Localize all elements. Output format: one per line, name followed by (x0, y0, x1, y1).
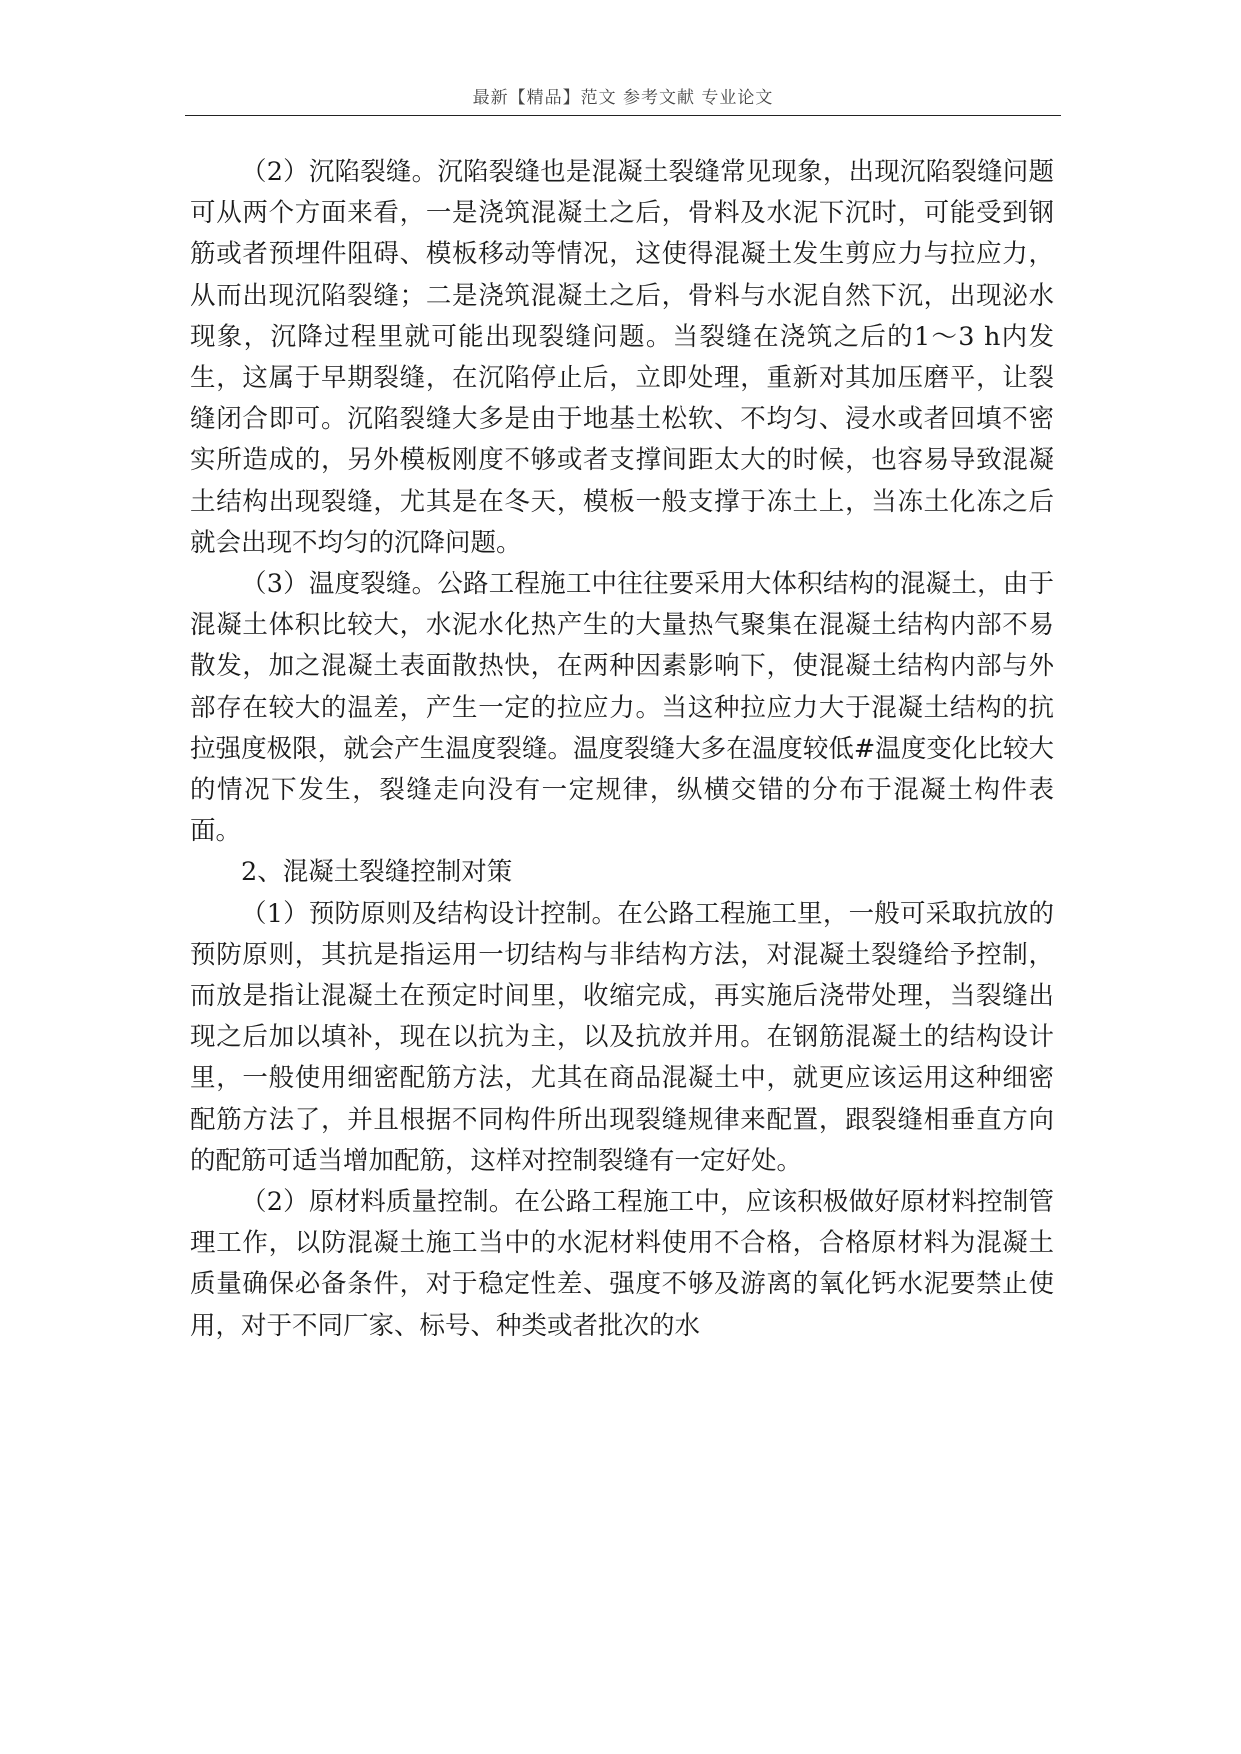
section-heading-crack-control: 2、混凝土裂缝控制对策 (241, 857, 513, 888)
header-divider (185, 115, 1061, 116)
document-body (190, 152, 1054, 1347)
paragraph-temperature-cracks: （3）温度裂缝。公路工程施工中往往要采用大体积结构的混凝土，由于混凝土体积比较大，水泥水化热产生的大量热气聚集在混凝土结构内部不易散发，加之混凝土表面散热快，在两种因素影响下，使混凝土结构内部与外部存在较大的温差，产生一定的拉应力。当这种拉应力大于混凝土结构的抗拉强度极限，就会产生温度裂缝。温度裂缝大多在温度较低#温度变化比较大的情况下发生，裂缝走向没有一定规律，纵横交错的分布于混凝土构件表面。 (190, 569, 1054, 847)
paragraph-prevention-design: （1）预防原则及结构设计控制。在公路工程施工里，一般可采取抗放的预防原则，其抗是指运用一切结构与非结构方法，对混凝土裂缝给予控制，而放是指让混凝土在预定时间里，收缩完成，再实施后浇带处理，当裂缝出现之后加以填补，现在以抗为主，以及抗放并用。在钢筋混凝土的结构设计里，一般使用细密配筋方法，尤其在商品混凝土中，就更应该运用这种细密配筋方法了，并且根据不同构件所出现裂缝规律来配置，跟裂缝相垂直方向的配筋可适当增加配筋，这样对控制裂缝有一定好处。 (190, 898, 1054, 1176)
paragraph-settlement-cracks: （2）沉陷裂缝。沉陷裂缝也是混凝土裂缝常见现象，出现沉陷裂缝问题可从两个方面来看，一是浇筑混凝土之后，骨料及水泥下沉时，可能受到钢筋或者预埋件阻碍、模板移动等情况，这使得混凝土发生剪应力与拉应力，从而出现沉陷裂缝；二是浇筑混凝土之后，骨料与水泥自然下沉，出现泌水现象，沉降过程里就可能出现裂缝问题。当裂缝在浇筑之后的1～3 h内发生，这属于早期裂缝，在沉陷停止后，立即处理，重新对其加压磨平，让裂缝闭合即可。沉陷裂缝大多是由于地基土松软、不均匀、浸水或者回填不密实所造成的，另外模板刚度不够或者支撑间距太大的时候，也容易导致混凝土结构出现裂缝，尤其是在冬天，模板一般支撑于冻土上，当冻土化冻之后就会出现不均匀的沉降问题。 (190, 157, 1054, 558)
paragraph-material-quality: （2）原材料质量控制。在公路工程施工中，应该积极做好原材料控制管理工作，以防混凝土施工当中的水泥材料使用不合格，合格原材料为混凝土质量确保必备条件，对于稳定性差、强度不够及游离的氧化钙水泥要禁止使用，对于不同厂家、标号、种类或者批次的水 (190, 1187, 1054, 1341)
page-header: 最新【精品】范文 参考文献 专业论文 (472, 88, 774, 108)
